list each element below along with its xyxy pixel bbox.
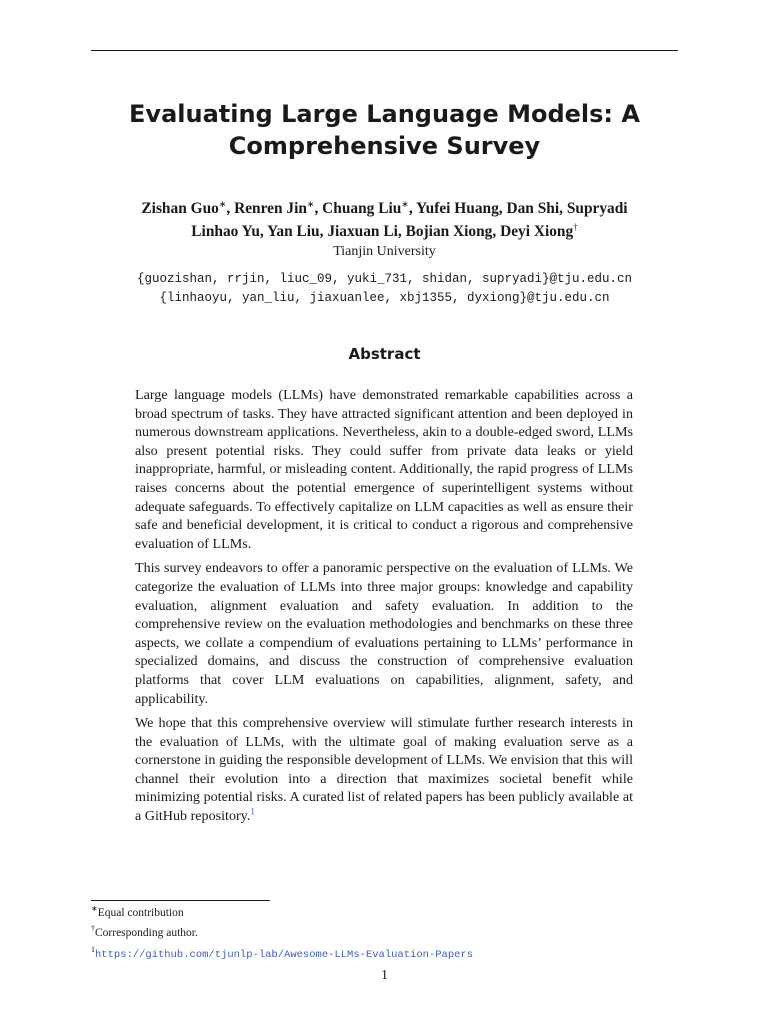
author-list	[91, 195, 678, 241]
abstract-paragraph-text: We hope that this comprehensive overview will stimulate further research interests in the evaluation of LLMs, with the ultimate goal of making evaluation serve as a cornerstone in guiding the responsible development of LLMs. We envision that this will channel their evolution into a direction that maximizes societal benefit while minimizing potential risks. A curated list of related papers has been publicly available at a GitHub repository.	[135, 715, 633, 825]
header-rule	[91, 50, 678, 51]
author: Renren Jin	[234, 200, 307, 218]
email-line: {linhaoyu, yan_liu, jiaxuanlee, xbj1355, dyxiong}@tju.edu.cn	[159, 291, 610, 305]
footnote-text: Equal contribution	[97, 906, 184, 919]
author-mark: ∗	[218, 199, 227, 209]
email-line: {guozishan, rrjin, liuc_09, yuki_731, shidan, supryadi}@tju.edu.cn	[136, 272, 633, 286]
author-line-1: Zishan Guo∗, Renren Jin∗, Chuang Liu∗, Yufei Huang, Dan Shi, Supryadi	[141, 199, 628, 218]
footnote	[91, 901, 678, 921]
footnote-text: Corresponding author.	[95, 927, 198, 940]
abstract-paragraph: This survey endeavors to offer a panoramic perspective on the evaluation of LLMs. We categorize the evaluation of LLMs into three major groups: knowledge and capability evaluation, alignment evaluation and safety evaluation. In addition to the comprehensive review on the evaluation methodologies and benchmarks on these three aspects, we collate a compendium of evaluations pertaining to LLMs’ performance in specialized domains, and discuss the construction of comprehensive evaluation platforms that cover LLM evaluations on capabilities, alignment, safety, and applicability.	[135, 560, 633, 707]
author-line-2	[91, 218, 678, 241]
author: Dan Shi	[506, 200, 560, 218]
author-mark: ∗	[401, 199, 409, 209]
footnote-mark: ∗	[91, 904, 98, 913]
paper-title: Evaluating Large Language Models: A Comprehensive Survey	[129, 100, 640, 160]
github-link[interactable]: https://github.com/tjunlp-lab/Awesome-LLMs-Evaluation-Papers	[95, 948, 474, 961]
author: Supryadi	[566, 200, 628, 218]
footnote	[91, 921, 678, 941]
affiliation: Tianjin University	[333, 244, 436, 259]
abstract-paragraph	[135, 714, 633, 826]
author-mark: ∗	[306, 199, 315, 209]
abstract-heading: Abstract	[348, 345, 421, 363]
footnote-link[interactable]: 1	[250, 806, 255, 817]
footnotes	[91, 901, 678, 963]
abstract-paragraph: Large language models (LLMs) have demonstrated remarkable capabilities across a broad spectrum of tasks. They have attracted significant attention and been deployed in numerous downstream applications. Nevertheless, akin to a double-edged sword, LLMs also present potential risks. They could suffer from private data leaks or yield inappropriate, harmful, or misleading content. Additionally, the rapid progress of LLMs raises concerns about the potential emergence of superintelligent systems without adequate safeguards. To effectively capitalize on LLM capacities as well as ensure their safe and beneficial development, it is critical to conduct a rigorous and comprehensive evaluation of LLMs.	[135, 387, 633, 552]
footnote-mark: †	[91, 924, 95, 934]
abstract-body	[135, 386, 633, 832]
email-block	[91, 270, 678, 308]
author-line-2-text: Linhao Yu, Yan Liu, Jiaxuan Li, Bojian Xiong, Deyi Xiong	[191, 223, 574, 241]
footnote-mark: 1	[91, 944, 95, 954]
page-number: 1	[381, 968, 388, 983]
author: Zishan Guo	[141, 200, 219, 218]
author-mark: †	[573, 222, 578, 233]
author: Chuang Liu	[322, 200, 402, 218]
footnote	[91, 942, 678, 963]
author: Yufei Huang	[415, 200, 499, 218]
